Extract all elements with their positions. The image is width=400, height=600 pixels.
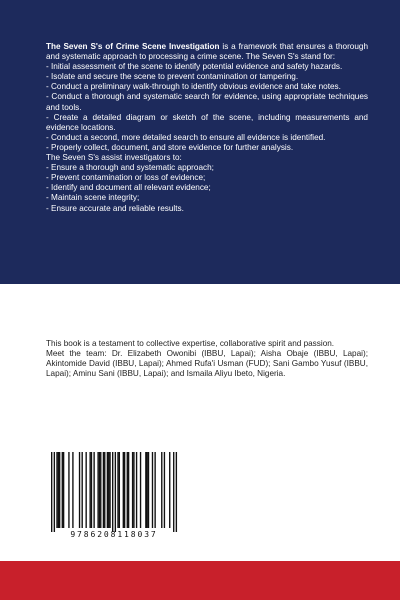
team-paragraph: Meet the team: Dr. Elizabeth Owonibi (IBBU, Lapai); Aisha Obaje (IBBU, Lapai); Akintomide David (IBBU, Lapai); Ahmed Rufa'i Usman (FUD); Sani Gambo Yusuf (IBBU, Lapai); Aminu Sani (IBBU, Lapai); and Ismaila Aliyu Ibeto, Nigeria.	[46, 349, 368, 379]
assist-item: - Ensure accurate and reliable results.	[46, 203, 184, 213]
barcode-bar	[154, 452, 155, 528]
barcode-bar	[99, 452, 100, 528]
assist-heading: The Seven S's assist investigators to:	[46, 153, 182, 163]
barcode-bar	[68, 452, 69, 528]
barcode-bar	[104, 452, 105, 528]
back-cover-text	[46, 339, 368, 379]
barcode-bar	[176, 452, 177, 532]
barcode-bar	[127, 452, 128, 528]
testament-paragraph: This book is a testament to collective expertise, collaborative spirit and passion.	[46, 339, 335, 348]
barcode-bar	[103, 452, 104, 528]
barcode-bar	[51, 452, 52, 532]
barcode-bar	[132, 452, 133, 528]
barcode-bar	[117, 452, 118, 528]
barcode-bar	[97, 452, 98, 528]
barcode-bar	[85, 452, 86, 528]
step-item: - Conduct a second, more detailed search to ensure all evidence is identified.	[46, 132, 326, 142]
barcode-bar	[146, 452, 147, 528]
step-item: - Properly collect, document, and store evidence for further analysis.	[46, 142, 294, 152]
barcode-bar	[62, 452, 63, 528]
barcode-bar	[59, 452, 60, 528]
step-item: - Initial assessment of the scene to identify potential evidence and safety hazards.	[46, 62, 343, 72]
barcode-bar	[145, 452, 146, 528]
barcode-bar	[108, 452, 109, 528]
step-item: - Conduct a thorough and systematic search for evidence, using appropriate techniques and tools.	[46, 92, 368, 112]
barcode-bar	[133, 452, 134, 528]
barcode-bars	[43, 452, 185, 532]
book-description	[46, 42, 368, 214]
barcode-bar	[63, 452, 64, 528]
barcode-bar	[115, 452, 116, 532]
description-intro-text: is a framework that ensures a thorough and systematic approach to processing a crime scene. The Seven S's stand for:	[46, 42, 369, 62]
barcode-bar	[161, 452, 162, 528]
barcode-bar	[169, 452, 170, 528]
barcode-bar	[82, 452, 83, 528]
barcode-bar	[123, 452, 124, 528]
barcode-bar	[54, 452, 55, 532]
barcode-bar	[100, 452, 101, 528]
barcode-bar	[91, 452, 92, 528]
barcode-bar	[58, 452, 59, 528]
assist-item: - Ensure a thorough and systematic approach;	[46, 163, 214, 173]
barcode-bar	[112, 452, 113, 532]
cover-bottom-band	[0, 561, 400, 600]
assist-item: - Prevent contamination or loss of evidence;	[46, 173, 206, 183]
barcode-bar	[148, 452, 149, 528]
barcode-bar	[72, 452, 73, 528]
barcode-bar	[89, 452, 90, 528]
barcode-bar	[136, 452, 137, 528]
barcode-bar	[93, 452, 94, 528]
step-item: - Isolate and secure the scene to prevent contamination or tampering.	[46, 72, 299, 82]
barcode-bar	[152, 452, 153, 528]
description-intro	[46, 42, 368, 62]
assist-item: - Identify and document all relevant evidence;	[46, 183, 211, 193]
step-item: - Conduct a preliminary walk-through to identify obvious evidence and take notes.	[46, 82, 341, 92]
barcode-bar	[79, 452, 80, 528]
step-item: - Create a detailed diagram or sketch of the scene, including measurements and evidence locations.	[46, 112, 368, 132]
description-title: The Seven S's of Crime Scene Investigation	[46, 42, 220, 51]
isbn-barcode	[43, 452, 185, 542]
barcode-bar	[124, 452, 125, 528]
barcode-bar	[56, 452, 57, 528]
barcode-bar	[119, 452, 120, 528]
barcode-bar	[109, 452, 110, 528]
assist-item: - Maintain scene integrity;	[46, 193, 140, 203]
isbn-digits: 9786208118037	[70, 530, 158, 539]
barcode-bar	[173, 452, 174, 532]
barcode-bar	[128, 452, 129, 528]
barcode-bar	[140, 452, 141, 528]
barcode-bar	[107, 452, 108, 528]
barcode-bar	[164, 452, 165, 528]
